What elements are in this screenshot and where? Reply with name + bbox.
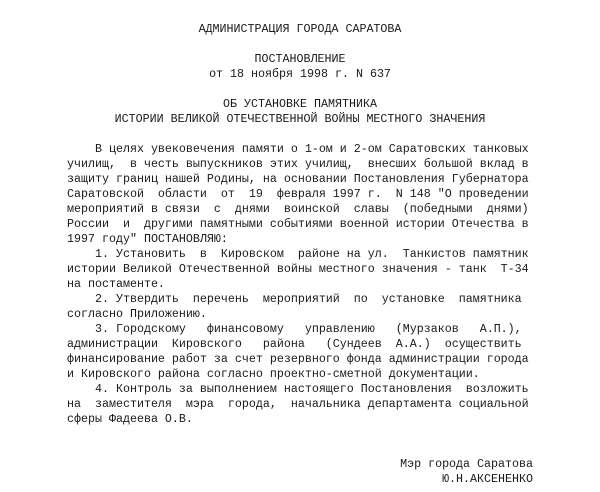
- signatory-name: Ю.Н.АКСЕНЕНКО: [442, 472, 533, 486]
- signatory-position: Мэр города Саратова: [400, 457, 533, 471]
- spacer: [67, 82, 533, 97]
- item-line: 1. Установить в Кировском районе на ул. Танкистов памятник: [67, 247, 529, 261]
- spacer: [67, 427, 533, 442]
- preamble-line: защиту границ нашей Родины, на основании Постановления Губернатора: [67, 172, 529, 186]
- item-line: на заместителя мэра города, начальника департамента социальной: [67, 397, 529, 411]
- title-line: ИСТОРИИ ВЕЛИКОЙ ОТЕЧЕСТВЕННОЙ ВОЙНЫ МЕСТНОГО ЗНАЧЕНИЯ: [114, 112, 486, 126]
- item-line: 2. Утвердить перечень мероприятий по установке памятника: [67, 292, 522, 306]
- decree-item-3: [67, 322, 533, 382]
- item-line: согласно Приложению.: [67, 307, 207, 321]
- decree-item-1: [67, 247, 533, 292]
- preamble-line: училищ, в честь выпускников этих училищ, внесших большой вклад в: [67, 157, 529, 171]
- spacer: [67, 37, 533, 52]
- item-line: финансирование работ за счет резервного фонда администрации города: [67, 352, 529, 366]
- item-line: 4. Контроль за выполнением настоящего Постановления возложить: [67, 382, 529, 396]
- preamble-line: Саратовской области от 19 февраля 1997 г. N 148 "О проведении: [67, 187, 529, 201]
- title-line: ОБ УСТАНОВКЕ ПАМЯТНИКА: [223, 97, 377, 111]
- decree-document: [67, 22, 533, 487]
- item-line: на постаменте.: [67, 277, 165, 291]
- signature-block: [67, 457, 533, 487]
- preamble-line: 1997 году" ПОСТАНОВЛЯЮ:: [67, 232, 228, 246]
- preamble: [67, 142, 533, 247]
- issuing-authority: АДМИНИСТРАЦИЯ ГОРОДА САРАТОВА: [198, 22, 402, 36]
- item-line: 3. Городскому финансовому управлению (Мурзаков А.П.),: [67, 322, 522, 336]
- item-line: и Кировского района согласно проектно-сметной документации.: [67, 367, 480, 381]
- decree-item-2: [67, 292, 533, 322]
- document-date-number: от 18 ноября 1998 г. N 637: [209, 67, 391, 81]
- item-line: сферы Фадеева О.В.: [67, 412, 193, 426]
- preamble-line: мероприятий в связи с днями воинской славы (победными днями): [67, 202, 529, 216]
- spacer: [67, 442, 533, 457]
- document-title: [67, 97, 533, 127]
- item-line: администрации Кировского района (Сундеев А.А.) осуществить: [67, 337, 522, 351]
- preamble-line: России и другими памятными событиями военной истории Отечества в: [67, 217, 529, 231]
- document-type: ПОСТАНОВЛЕНИЕ: [254, 52, 346, 66]
- preamble-line: В целях увековечения памяти о 1-ом и 2-ом Саратовских танковых: [67, 142, 529, 156]
- spacer: [67, 127, 533, 142]
- item-line: истории Великой Отечественной войны местного значения - танк Т-34: [67, 262, 529, 276]
- decree-item-4: [67, 382, 533, 427]
